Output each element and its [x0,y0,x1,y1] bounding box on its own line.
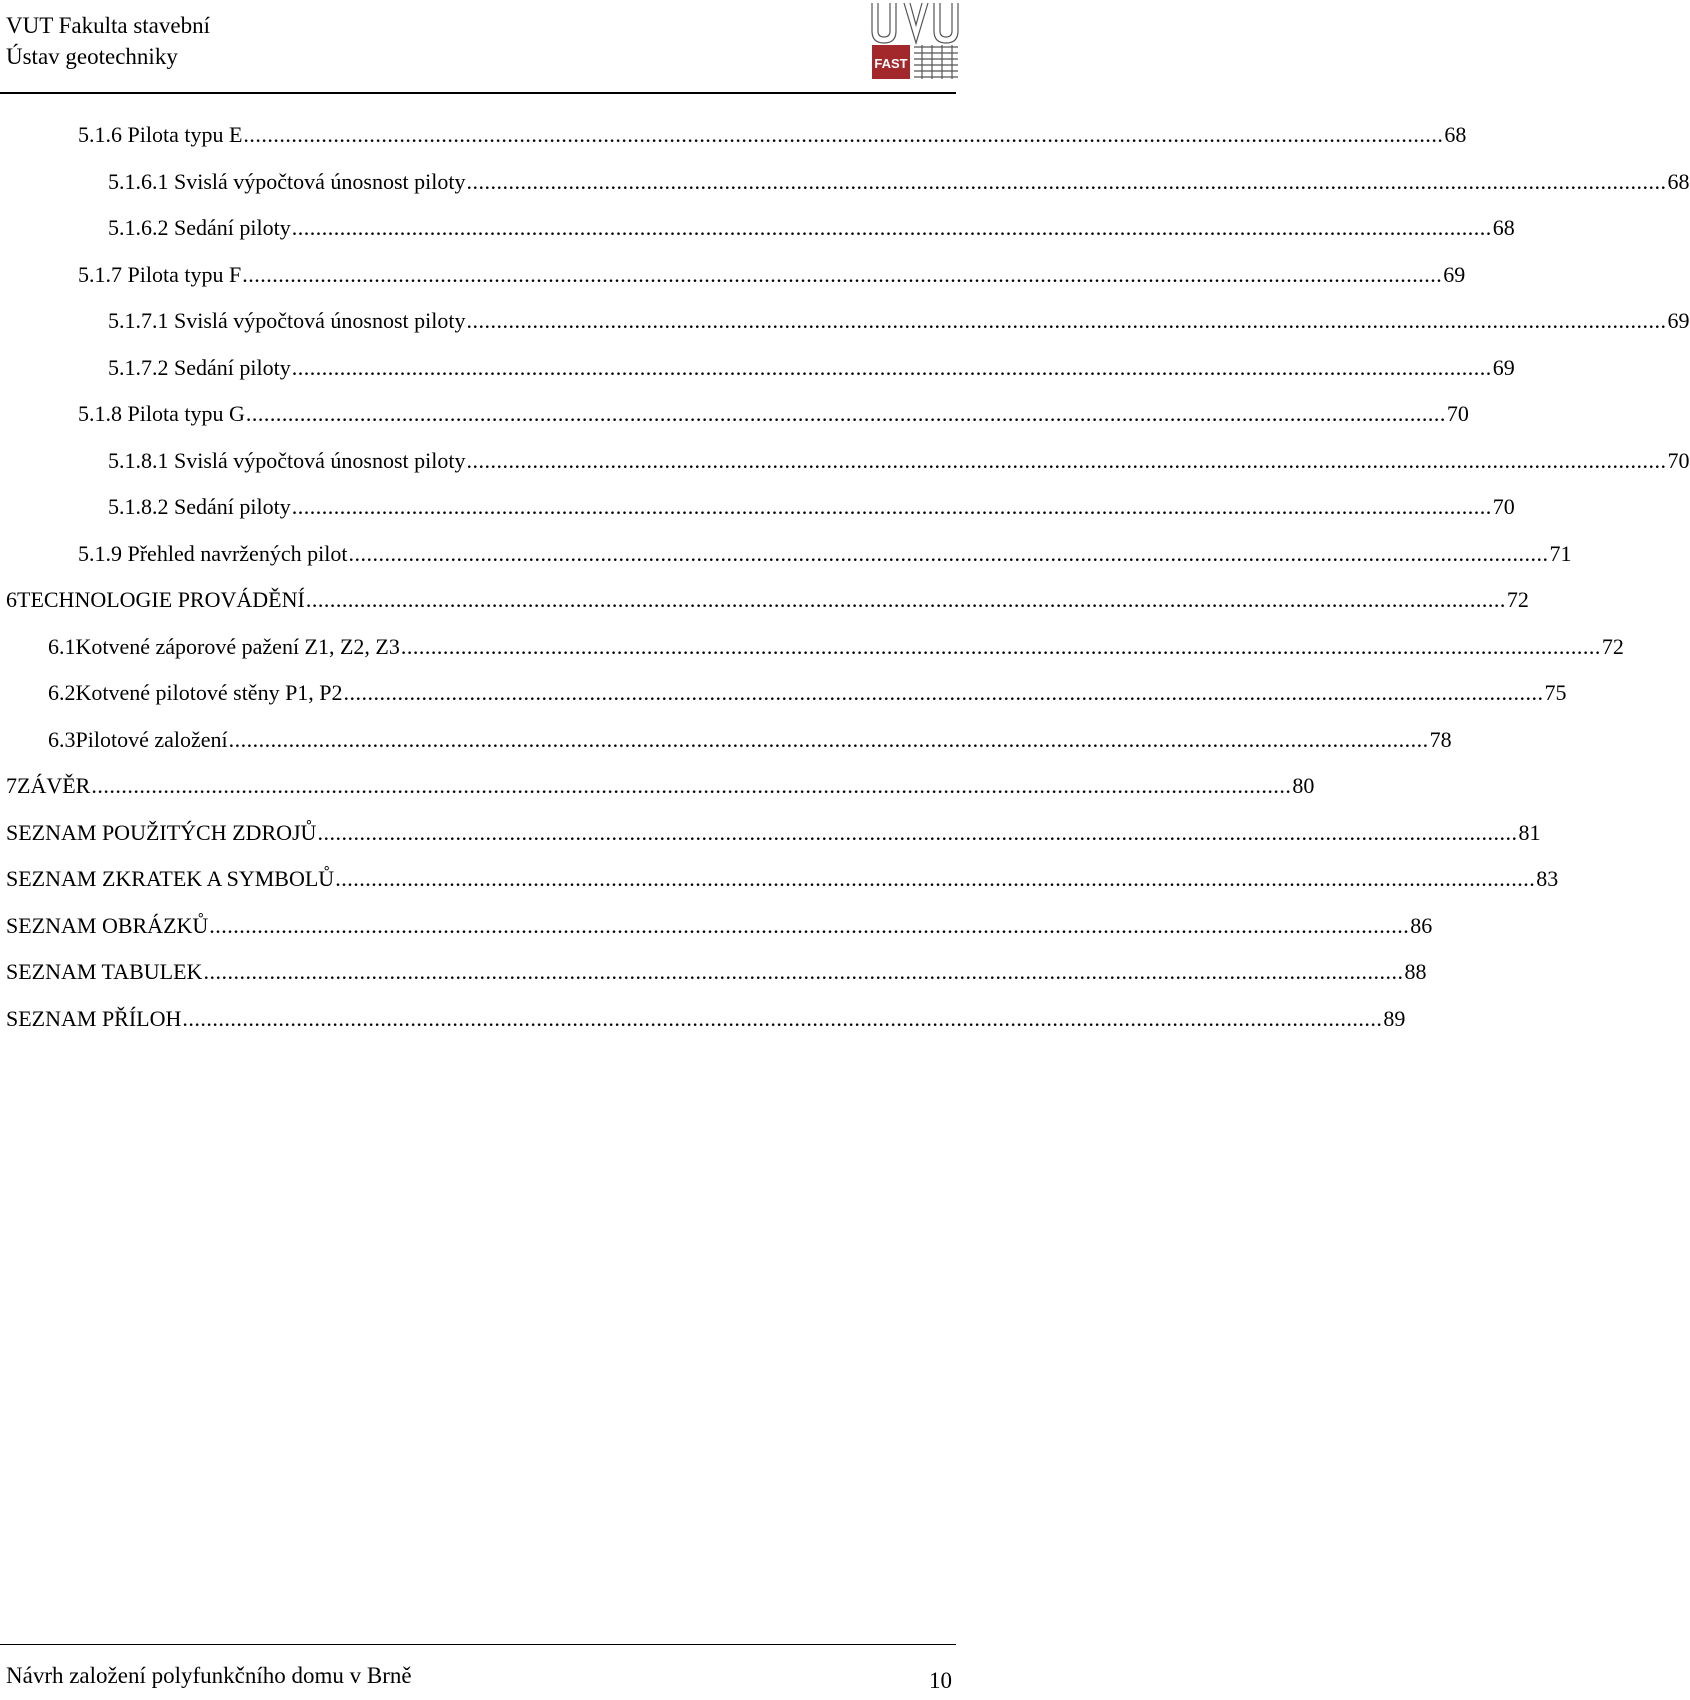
toc-entry-number: 7 [6,773,17,798]
toc-entry-title: 5.1.6.1 Svislá výpočtová únosnost piloty [108,168,466,194]
toc-dot-leader: ........................................................................................................................................................................................................ [291,215,1492,240]
toc-entry-page: 69 [1443,261,1466,287]
toc-entry-page: 89 [1383,1005,1406,1031]
toc-entry-page: 83 [1536,866,1559,891]
page-header [0,0,960,100]
toc-entry-page: 68 [1444,122,1467,147]
toc-entry[interactable] [78,399,1469,429]
footer-rule [0,1644,956,1645]
toc-entry-page: 70 [1667,447,1690,473]
toc-entry-page: 78 [1429,726,1452,752]
toc-entry[interactable] [48,725,1452,755]
toc-entry-page: 69 [1667,308,1690,333]
toc-entry-title: SEZNAM POUŽITÝCH ZDROJŮ [6,819,317,845]
toc-entry-title: SEZNAM ZKRATEK A SYMBOLŮ [6,866,335,891]
toc-entry[interactable] [6,771,1315,801]
toc-entry-page: 70 [1446,401,1469,426]
toc-entry-page: 75 [1544,680,1567,705]
toc-dot-leader: ........................................................................................................................................................................................................ [291,354,1492,380]
toc-entry-page: 70 [1492,494,1515,519]
header-rule [0,92,956,94]
toc-entry-page: 68 [1667,168,1690,194]
toc-entry[interactable] [6,864,1559,894]
toc-dot-leader: ........................................................................................................................................................................................................ [305,587,1506,612]
toc-entry-title: Kotvené záporové pažení Z1, Z2, Z3 [75,633,400,659]
header-institute: Ústav geotechniky [6,44,178,69]
toc-entry[interactable] [108,446,1690,476]
page-number: 10 [929,1668,952,1693]
toc-entry-page: 71 [1549,540,1572,566]
toc-entry-page: 80 [1292,773,1315,798]
toc-entry[interactable] [108,167,1690,197]
toc-entry-title: 5.1.6 Pilota typu E [78,122,243,147]
toc-dot-leader: ........................................................................................................................................................................................................ [245,401,1446,426]
toc-entry-title: ZÁVĚR [17,773,91,798]
toc-entry-page: 68 [1492,215,1515,240]
toc-dot-leader: ........................................................................................................................................................................................................ [243,122,1444,147]
toc-entry-page: 88 [1404,959,1427,984]
toc-entry-title: 5.1.7.1 Svislá výpočtová únosnost piloty [108,308,466,333]
toc-entry-number: 6.2 [48,680,76,705]
toc-dot-leader: ........................................................................................................................................................................................................ [466,308,1667,333]
toc-entry-title: 5.1.7.2 Sedání piloty [108,354,291,380]
toc-entry[interactable] [108,213,1515,243]
fast-logo-icon [870,1,960,81]
toc-dot-leader: ........................................................................................................................................................................................................ [466,168,1667,194]
toc-entry-page: 86 [1410,912,1433,938]
toc-dot-leader: ........................................................................................................................................................................................................ [400,633,1601,659]
toc-dot-leader: ........................................................................................................................................................................................................ [182,1005,1383,1031]
toc-dot-leader: ........................................................................................................................................................................................................ [228,726,1429,752]
header-faculty: VUT Fakulta stavební [6,13,210,38]
toc-entry-page: 72 [1601,633,1624,659]
toc-entry-title: 5.1.8 Pilota typu G [78,401,245,426]
toc-entry[interactable] [6,911,1433,941]
toc-entry-number: 6.3 [48,726,76,752]
toc-dot-leader: ........................................................................................................................................................................................................ [203,959,1404,984]
toc-entry[interactable] [108,353,1515,383]
toc-entry[interactable] [6,585,1529,615]
footer-thesis-title: Návrh založení polyfunkčního domu v Brně [6,1663,412,1688]
toc-entry-page: 72 [1506,587,1529,612]
toc-entry[interactable] [78,120,1467,150]
toc-dot-leader: ........................................................................................................................................................................................................ [91,773,1292,798]
toc-entry[interactable] [108,492,1515,522]
toc-dot-leader: ........................................................................................................................................................................................................ [348,540,1549,566]
toc-entry[interactable] [78,539,1572,569]
logo-text: FAST [874,56,908,71]
toc-entry[interactable] [48,678,1567,708]
toc-entry-title: 5.1.9 Přehled navržených pilot [78,540,348,566]
toc-entry[interactable] [108,306,1690,336]
toc-entry-title: 5.1.8.1 Svislá výpočtová únosnost piloty [108,447,466,473]
toc-entry[interactable] [48,632,1624,662]
toc-dot-leader: ........................................................................................................................................................................................................ [335,866,1536,891]
toc-entry-title: TECHNOLOGIE PROVÁDĚNÍ [17,587,305,612]
toc-entry-title: 5.1.7 Pilota typu F [78,261,242,287]
toc-dot-leader: ........................................................................................................................................................................................................ [317,819,1518,845]
toc-entry-title: Pilotové založení [75,726,228,752]
toc-entry-page: 81 [1518,819,1541,845]
toc-entry[interactable] [78,260,1466,290]
toc-entry[interactable] [6,818,1541,848]
toc-entry[interactable] [6,1004,1406,1034]
toc-dot-leader: ........................................................................................................................................................................................................ [343,680,1544,705]
toc-dot-leader: ........................................................................................................................................................................................................ [466,447,1667,473]
toc-dot-leader: ........................................................................................................................................................................................................ [291,494,1492,519]
toc-entry-title: 5.1.8.2 Sedání piloty [108,494,291,519]
toc-entry-title: SEZNAM OBRÁZKŮ [6,912,209,938]
toc-entry-page: 69 [1492,354,1515,380]
toc-entry[interactable] [6,957,1427,987]
toc-dot-leader: ........................................................................................................................................................................................................ [209,912,1410,938]
toc-dot-leader: ........................................................................................................................................................................................................ [242,261,1443,287]
toc-entry-title: 5.1.6.2 Sedání piloty [108,215,291,240]
toc-entry-title: Kotvené pilotové stěny P1, P2 [75,680,343,705]
toc-entry-number: 6 [6,587,17,612]
toc-entry-title: SEZNAM TABULEK [6,959,203,984]
toc-entry-title: SEZNAM PŘÍLOH [6,1005,182,1031]
toc-entry-number: 6.1 [48,633,76,659]
page-footer [0,1640,960,1700]
